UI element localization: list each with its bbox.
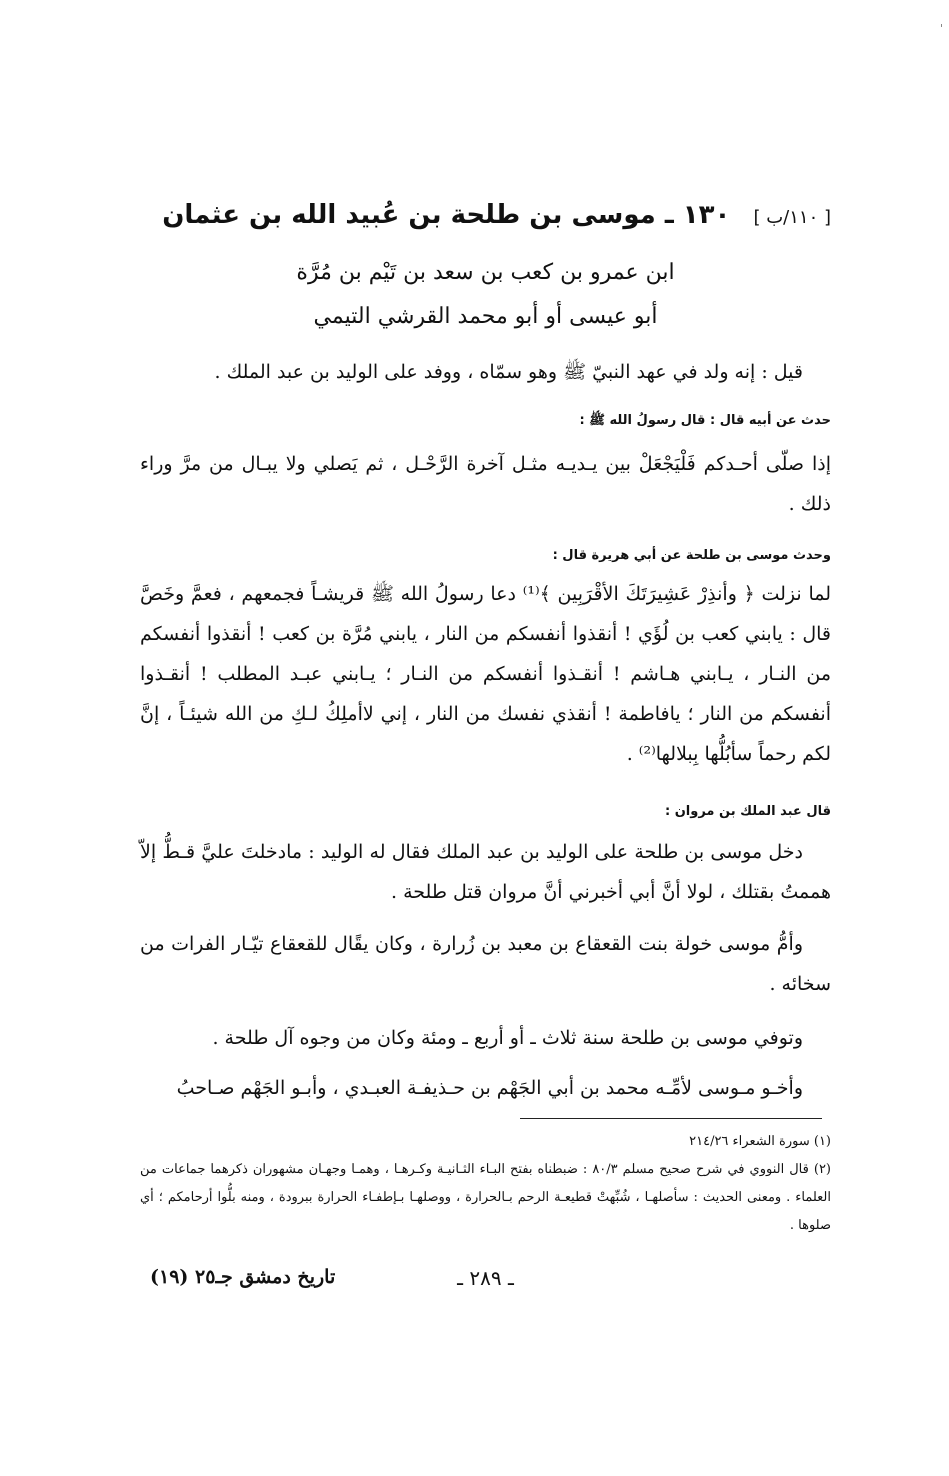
entry-title: ١٣٠ ـ موسى بن طلحة بن عُبيد الله بن عثمان bbox=[162, 200, 731, 230]
footnote: (١) سورة الشعراء ٢١٤/٢٦ bbox=[689, 1134, 831, 1149]
isnad-line: قال عبد الملك بن مروان : bbox=[664, 804, 831, 819]
death-paragraph: وتوفي موسى بن طلحة سنة ثلاث ـ أو أربع ـ ومئة وكان من وجوه آل طلحة . bbox=[212, 1027, 803, 1049]
intro-paragraph: قيل : إنه ولد في عهد النبيّ ﷺ وهو سمّاه ، ووفد على الوليد بن عبد الملك . bbox=[214, 361, 803, 383]
page-number: ـ ٢٨٩ ـ bbox=[457, 1266, 514, 1290]
brother-paragraph: وأخـو مـوسى لأمِّـه محمد بن أبي الجَهْم بن حـذيفـة العبـدي ، وأبـو الجَهْم صـاحبُ bbox=[176, 1077, 803, 1099]
folio-reference: [ ١١٠/ب ] bbox=[753, 207, 831, 228]
hadith-paragraph: إذا صلّى أحـدكم فَلْيَجْعَلْ بين يـديـه مثـل آخرة الرَّحْـل ، ثم يَصلي ولا يبـال من مرَّ وراء ذلك . bbox=[140, 453, 831, 515]
footnote-divider bbox=[520, 1118, 822, 1119]
story-paragraph: دخل موسى بن طلحة على الوليد بن عبد الملك فقال له الوليد : مادخلتَ عليَّ قـطُّ إلاّ هممتُ بقتلك ، لولا أنَّ أبي أخبرني أنَّ مروان قتل طلحة . bbox=[140, 841, 831, 903]
margin-mark: ' bbox=[939, 22, 943, 35]
hadith-paragraph: لما نزلت ﴿ وأنذِرْ عَشِيرَتَكَ الأقْرَبِين ﴾⁽¹⁾ دعا رسولُ الله ﷺ قريشـاً فجمعهم ، فعمَّ وخَصَّ قال : يابني كعب بن لُؤَي ! أنقذوا أنفسكم من النار ، يابني مُرَّة بن كعب ! أنقذوا أنفسكم من النـار ، يـابني هـاشم ! أنقـذوا أنفسكم من النـار ؛ يـابني عبـد المطلب ! أنقـذوا أنفسكم من النار ؛ يافاطمة ! أنقذي نفسك من النار ، إني لاأملِكُ لـكِ من الله شيئـاً ، إنَّ لكم رحماً سأبُلُّها بِبلالها⁽²⁾ . bbox=[140, 583, 832, 765]
footnote: (٢) قال النووي في شرح صحيح مسلم ٨٠/٣ : ضبطناه بفتح البـاء الثـانيـة وكـرهـا ، وهمـا وجهـان مشهوران ذكرهما جماعات من العلماء . ومعنى الحديث : سأصلهـا ، شُبِّهتْ قطيعـة الرحم بـالحرارة ، ووصلهـا بـإطفـاء الحرارة ببرودة ، ومنه بلُّوا أرحامكم ؛ أي صلوها . bbox=[140, 1162, 831, 1233]
isnad-line: وحدث موسى بن طلحة عن أبي هريرة قال : bbox=[552, 548, 831, 563]
isnad-line: حدث عن أبيه قال : قال رسولُ الله ﷺ : bbox=[579, 413, 831, 428]
volume-reference: تاريخ دمشق جـ٢٥ (١٩) bbox=[150, 1266, 336, 1288]
lineage-line: ابن عمرو بن كعب بن سعد بن تَيْم بن مُرَّة bbox=[296, 260, 675, 285]
kunya-line: أبو عيسى أو أبو محمد القرشي التيمي bbox=[313, 304, 658, 329]
page-footer bbox=[140, 1266, 831, 1296]
entry-heading bbox=[140, 200, 831, 230]
mother-paragraph: وأمُّ موسى خولة بنت القعقاع بن معبد بن زُرارة ، وكان يقًال للقعقاع تيّـار الفرات من سخائه . bbox=[140, 933, 831, 995]
